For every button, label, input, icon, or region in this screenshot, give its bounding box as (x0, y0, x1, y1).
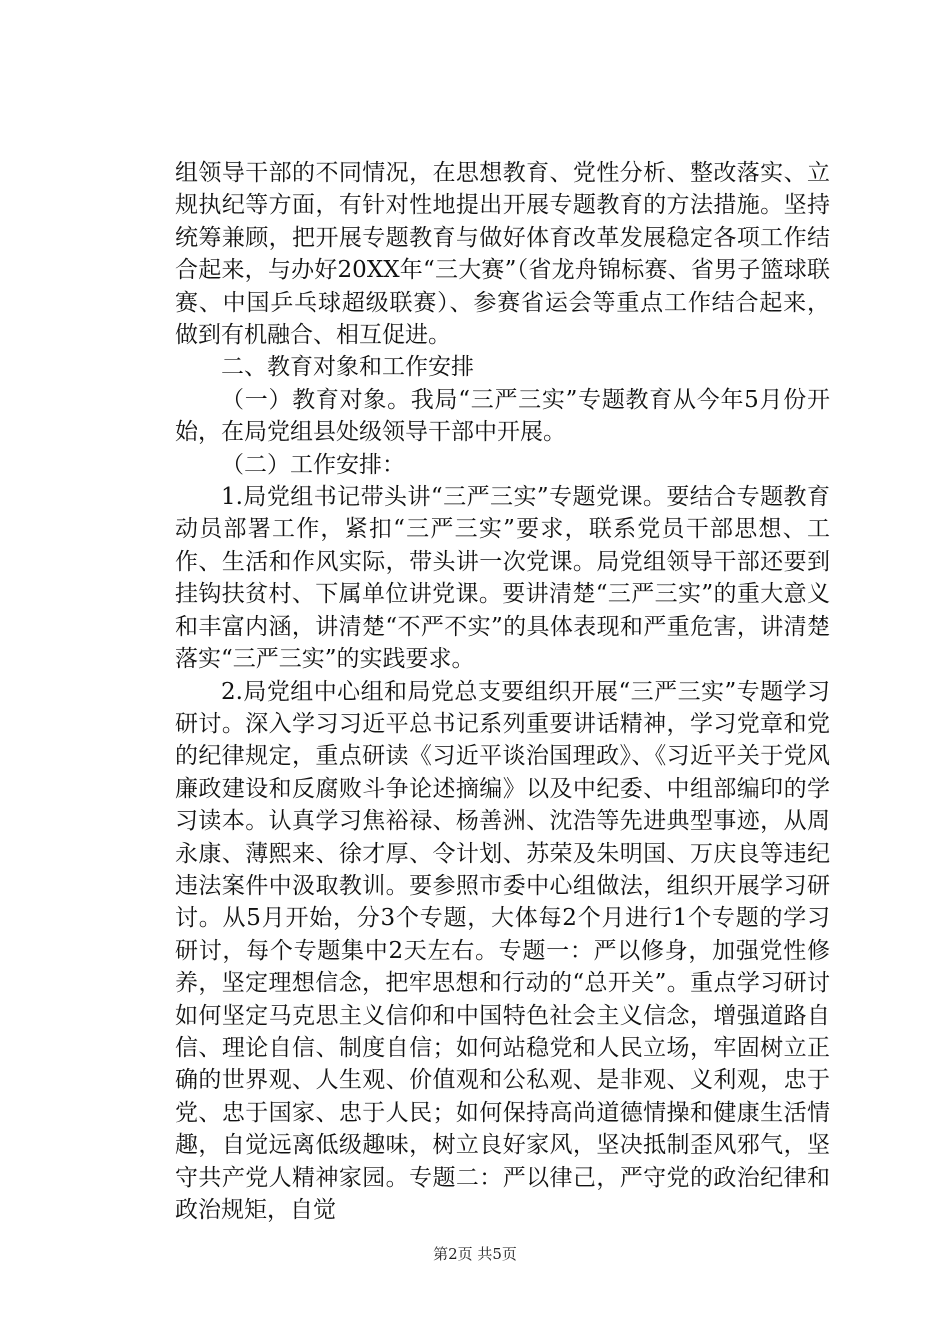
paragraph-item-1: 1.局党组书记带头讲“三严三实”专题党课。要结合专题教育动员部署工作，紧扣“三严三实”要求，联系党员干部思想、工作、生活和作风实际，带头讲一次党课。局党组领导干部还要到挂钩扶贫村、下属单位讲党课。要讲清楚“三严三实”的重大意义和丰富内涵，讲清楚“不严不实”的具体表现和严重危害，讲清楚落实“三严三实”的实践要求。 (175, 484, 830, 673)
paragraph-education-target: （一）教育对象。我局“三严三实”专题教育从今年5月份开始，在局党组县处级领导干部中开展。 (175, 386, 830, 446)
paragraph-item-2: 2.局党组中心组和局党总支要组织开展“三严三实”专题学习研讨。深入学习习近平总书记系列重要讲话精神，学习党章和党的纪律规定，重点研读《习近平谈治国理政》、《习近平关于党风廉政建设和反腐败斗争论述摘编》以及中纪委、中组部编印的学习读本。认真学习焦裕禄、杨善洲、沈浩等先进典型事迹，从周永康、薄熙来、徐才厚、令计划、苏荣及朱明国、万庆良等违纪违法案件中汲取教训。要参照市委中心组做法，组织开展学习研讨。从5月开始，分3个专题，大体每2个月进行1个专题的学习研讨，每个专题集中2天左右。专题一：严以修身，加强党性修养，坚定理想信念，把牢思想和行动的“总开关”。重点学习研讨如何坚定马克思主义信仰和中国特色社会主义信念，增强道路自信、理论自信、制度自信；如何站稳党和人民立场，牢固树立正确的世界观、人生观、价值观和公私观、是非观、义利观，忠于党、忠于国家、忠于人民；如何保持高尚道德情操和健康生活情趣，自觉远离低级趣味，树立良好家风，坚决抵制歪风邪气，坚守共产党人精神家园。专题二：严以律己，严守党的政治纪律和政治规矩，自觉 (175, 678, 830, 1223)
section-heading-2: 二、教育对象和工作安排 (221, 354, 474, 381)
subheading-work-arrangement: （二）工作安排： (221, 451, 405, 478)
page-footer: 第2页 共5页 (433, 1245, 517, 1263)
paragraph-1: 组领导干部的不同情况，在思想教育、党性分析、整改落实、立规执纪等方面，有针对性地提出开展专题教育的方法措施。坚持统筹兼顾，把开展专题教育与做好体育改革发展稳定各项工作结合起来，与办好20XX年“三大赛”（省龙舟锦标赛、省男子篮球联赛、中国乒乓球超级联赛）、参赛省运会等重点工作结合起来，做到有机融合、相互促进。 (175, 160, 830, 349)
document-body (175, 157, 830, 1226)
